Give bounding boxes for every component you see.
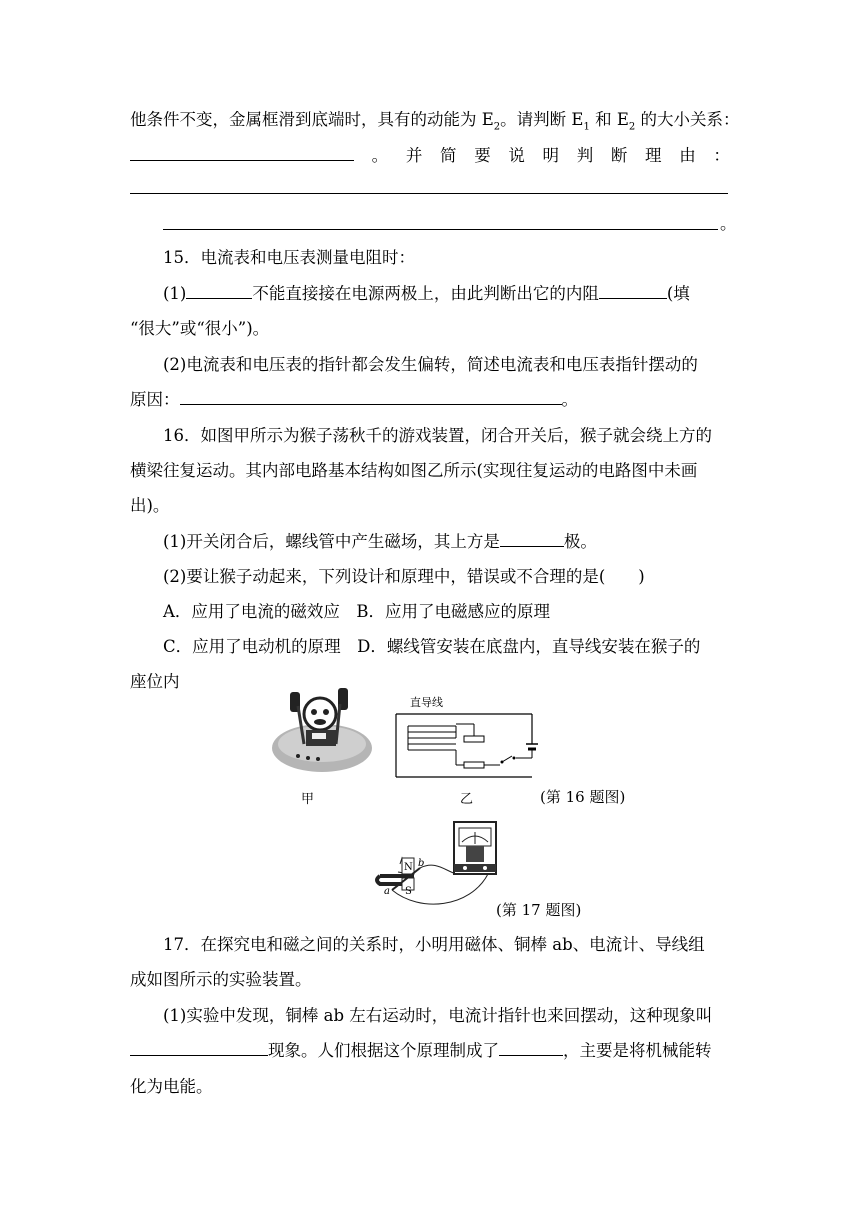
figure-16-caption: (第 16 题图) <box>540 788 626 806</box>
monkey-swing-figure <box>268 684 380 782</box>
q14-line1: 他条件不变，金属框滑到底端时，具有的动能为 $E_2$。请判断 $E_1$ 和 $E_2$ 的大小关系： <box>130 110 740 133</box>
rod-end-b-label: b <box>418 858 425 869</box>
end-mark: 。 <box>720 214 737 233</box>
figure-label-yi: 乙 <box>460 792 474 807</box>
q16-stem-2: 横梁往复运动。其内部电路基本结构如图乙所示(实现往复运动的电路图中未画 <box>130 461 698 480</box>
q16-options-ab: A．应用了电流的磁效应 B．应用了电磁感应的原理 <box>163 602 551 621</box>
q16-stem-3: 出)。 <box>130 496 170 515</box>
answer-blank[interactable] <box>499 1039 563 1056</box>
q16-stem-1: 16．如图甲所示为猴子荡秋千的游戏装置，闭合开关后，猴子就会绕上方的 <box>163 426 712 445</box>
q16-part2: (2)要让猴子动起来，下列设计和原理中，错误或不合理的是( ) <box>163 567 645 586</box>
figure-17-caption: (第 17 题图) <box>496 901 582 919</box>
magnet-s-label: S <box>405 886 412 897</box>
circuit-diagram <box>394 694 540 784</box>
straight-wire-label: 直导线 <box>410 696 443 709</box>
galvanometer-experiment-figure <box>370 818 510 910</box>
q16-options-cd: C．应用了电动机的原理 D．螺线管安装在底盘内，直导线安装在猴子的 <box>163 637 701 656</box>
answer-line[interactable] <box>130 193 728 194</box>
rod-end-a-label: a <box>384 886 390 897</box>
q15-part1-cont: “很大”或“很小”)。 <box>130 319 270 338</box>
q17-part1-end: 化为电能。 <box>130 1077 213 1096</box>
q16-options-cd-cont: 座位内 <box>130 672 180 691</box>
q17-part1-cont: 现象。人们根据这个原理制成了 ，主要是将机械能转 <box>130 1039 730 1063</box>
q16-part1: (1)开关闭合后，螺线管中产生磁场，其上方是 极。 <box>163 532 597 551</box>
q15-part2-cont: 原因： 。 <box>130 390 578 409</box>
answer-blank[interactable] <box>500 530 564 547</box>
figure-label-jia: 甲 <box>301 792 315 807</box>
q17-stem-1: 17．在探究电和磁之间的关系时，小明用磁体、铜棒 ab、电流计、导线组 <box>163 935 705 954</box>
answer-blank[interactable] <box>186 282 252 299</box>
answer-line[interactable] <box>163 229 718 230</box>
q15-part1: (1) 不能直接接在电源两极上，由此判断出它的内阻 (填 <box>163 284 690 303</box>
q17-part1: (1)实验中发现，铜棒 ab 左右运动时，电流计指针也来回摆动，这种现象叫 <box>163 1006 713 1025</box>
q17-stem-2: 成如图所示的实验装置。 <box>130 970 312 989</box>
answer-blank[interactable] <box>599 282 667 299</box>
answer-blank[interactable] <box>180 388 562 405</box>
magnet-n-label: N <box>404 862 413 873</box>
q14-line2: 。 并 简 要 说 明 判 断 理 由 ： <box>130 144 730 168</box>
answer-blank[interactable] <box>130 144 354 161</box>
q15-stem: 15．电流表和电压表测量电阻时： <box>163 248 415 267</box>
q15-part2: (2)电流表和电压表的指针都会发生偏转，简述电流表和电压表指针摆动的 <box>163 355 698 374</box>
answer-blank[interactable] <box>130 1039 268 1056</box>
